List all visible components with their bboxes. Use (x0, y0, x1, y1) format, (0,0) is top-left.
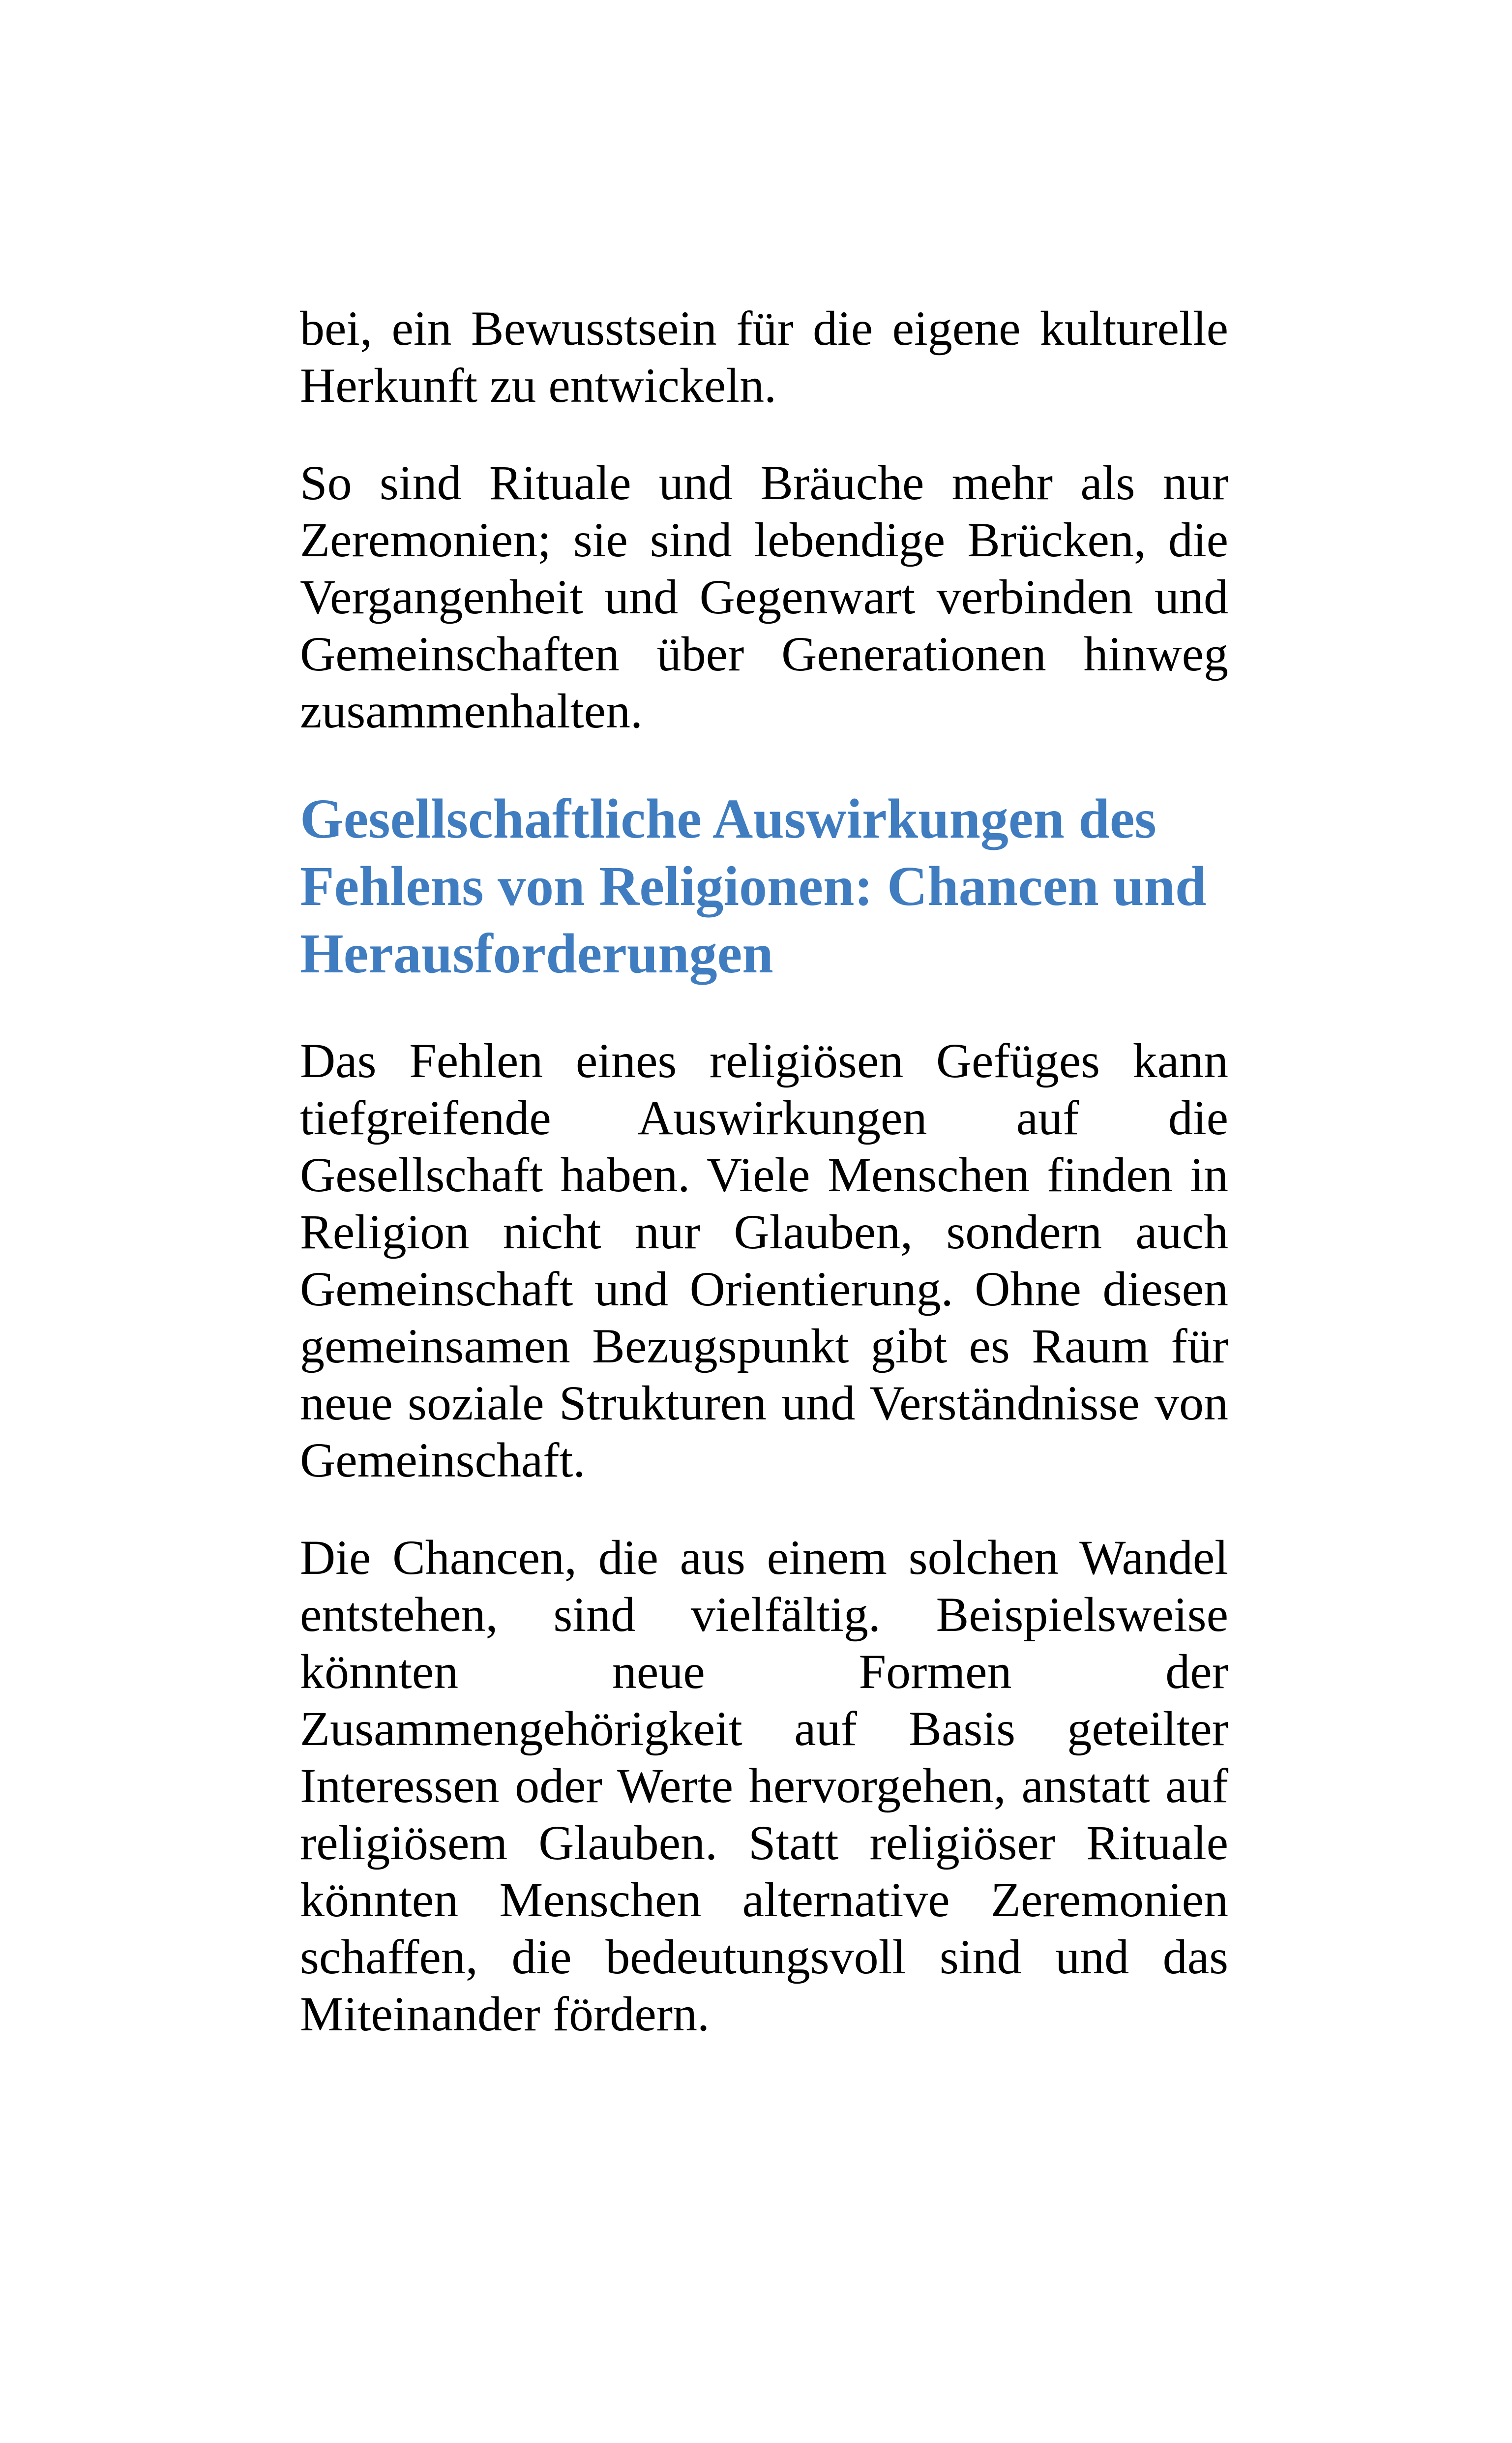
paragraph-opportunities: Die Chancen, die aus einem solchen Wandel entstehen, sind vielfältig. Beispielsweise könnten neue Formen der Zusammengehörigkeit auf Basis geteilter Interessen oder Werte hervorgehen, anstatt auf religiösem Glauben. Statt religiöser Rituale könnten Menschen alternative Zeremonien schaffen, die bedeutungsvoll sind und das Miteinander fördern. (300, 1530, 1228, 2041)
section-heading: Gesellschaftliche Auswirkungen des Fehlens von Religionen: Chancen und Herausforderungen (300, 787, 1207, 985)
paragraph-rituals: So sind Rituale und Bräuche mehr als nur Zeremonien; sie sind lebendige Brücken, die Vergangenheit und Gegenwart verbinden und Gemeinschaften über Generationen hinweg zusammenhalten. (300, 455, 1228, 738)
paragraph-continuation: bei, ein Bewusstsein für die eigene kulturelle Herkunft zu entwickeln. (300, 301, 1228, 413)
text-column (300, 300, 1228, 2043)
paragraph-absence-of-religion: Das Fehlen eines religiösen Gefüges kann tiefgreifende Auswirkungen auf die Gesellschaft haben. Viele Menschen finden in Religion nicht nur Glauben, sondern auch Gemeinschaft und Orientierung. Ohne diesen gemeinsamen Bezugspunkt gibt es Raum für neue soziale Strukturen und Verständnisse von Gemeinschaft. (300, 1033, 1228, 1487)
